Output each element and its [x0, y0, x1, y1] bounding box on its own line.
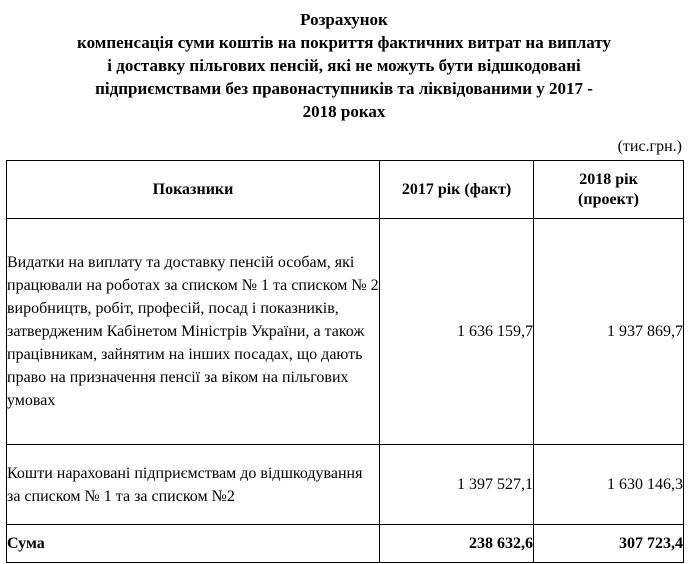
- title-line-4: підприємствами без правонаступників та ліквідованими у 2017 -: [95, 79, 593, 98]
- table-row: [7, 445, 684, 525]
- header-2018: [534, 161, 684, 219]
- row-1-name: Видатки на виплату та доставку пенсій особам, які працювали на роботах за списком № 1 та списком № 2 виробництв, робіт, професій, посад і показників, затвердженим Кабінетом Міністрів України, а також працівникам, зайнятим на інших посадах, що дають право на призначення пенсії за віком на пільгових умовах: [7, 219, 380, 445]
- row-1-value-2018: 1 937 869,7: [534, 219, 684, 445]
- total-value-2017: 238 632,6: [380, 525, 534, 563]
- table-header-row: [7, 161, 684, 219]
- title-line-1: Розрахунок: [300, 10, 388, 29]
- row-2-name: Кошти нараховані підприємствам до відшкодування за списком № 1 та за списком №2: [7, 445, 380, 525]
- title-line-5: 2018 роках: [302, 102, 386, 121]
- row-2-value-2017: 1 397 527,1: [380, 445, 534, 525]
- document-title: [0, 8, 688, 123]
- header-2017: 2017 рік (факт): [380, 161, 534, 219]
- row-2-value-2018: 1 630 146,3: [534, 445, 684, 525]
- total-label: Сума: [7, 525, 380, 563]
- header-2018-year: 2018 рік: [579, 170, 638, 188]
- unit-label: (тис.грн.): [617, 138, 682, 155]
- title-line-2: компенсація суми коштів на покриття фактичних витрат на виплату: [77, 33, 611, 52]
- total-row: [7, 525, 684, 563]
- header-indicator: Показники: [7, 161, 380, 219]
- total-value-2018: 307 723,4: [534, 525, 684, 563]
- title-line-3: і доставку пільгових пенсій, які не можуть бути відшкодовані: [107, 56, 581, 75]
- row-1-value-2017: 1 636 159,7: [380, 219, 534, 445]
- report-table: [6, 160, 684, 563]
- table-row: [7, 219, 684, 445]
- header-2018-note: (проект): [578, 190, 639, 208]
